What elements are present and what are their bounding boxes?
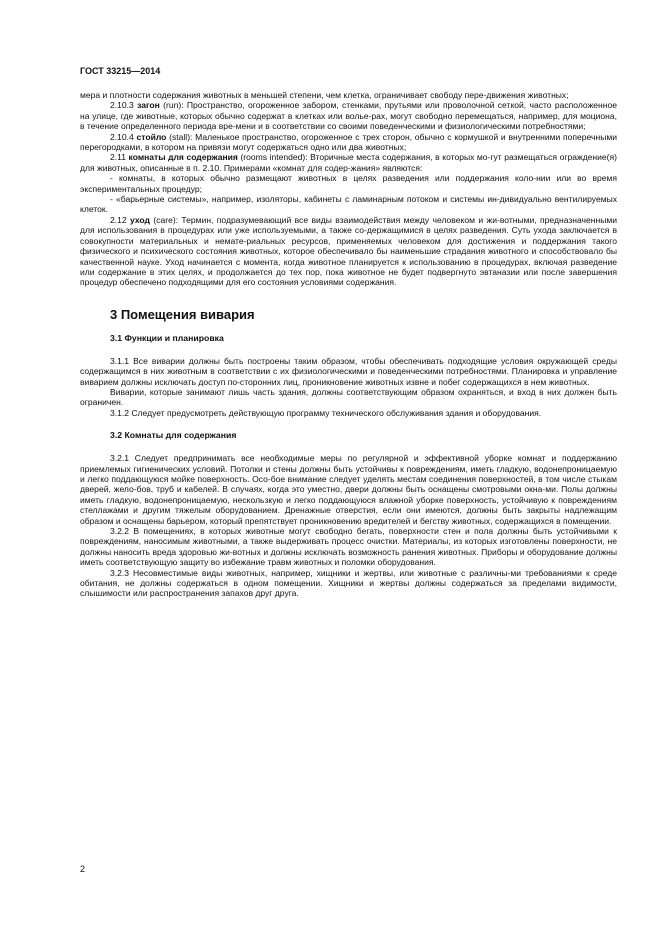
definition-2-10-3 [80,100,617,131]
term: загон [137,100,160,111]
term: комнаты для содержания [128,152,238,163]
term: стойло [136,131,167,142]
clause-number: 2.11 [110,152,129,163]
paragraph: мера и плотности содержания животных в меньшей степени, чем клетка, ограничивает свободу пере-движения животных; [80,90,569,100]
definition-text: (run): Пространство, огороженное забором, стенками, прутьями или проволочной сеткой, часто расположенное на улице, где животные, которых обычно содержат в клетках или волье-рах, могут свободно перемещаться, например, для моциона, в течение определенного периода вре-мени и в соответствии со своими поведенческими и физиологическими потребностями; [80,100,618,132]
paragraph: 3.1.1 Все виварии должны быть построены таким образом, чтобы обеспечивать подходящие условия окружающей среды содержащимся в них животным в соответствии с их физиологическими и поведенческими потребностями. Планировка и управление виварием должны исключать доступ по-сторонних лиц, проникновение животных извне и побег содержащихся в нем животных. [80,355,617,387]
paragraph: 3.2.1 Следует предпринимать все необходимые меры по регулярной и эффективной уборке комнат и поддержанию приемлемых гигиенических условий. Потолки и стены должны быть устойчивы к повреждениям, иметь гладкую, водонепроницаемую и легко поддающуюся мойке поверхность. Осо-бое внимание следует уделять местам соединения поверхностей, в том числе стыкам дверей, жело-бов, труб и кабелей. В случаях, когда это уместно, двери должны быть оснащены смотровыми окна-ми. Полы должны иметь гладкую, водонепроницаемую, нескользкую и легко поддающуюся влажной уборке поверхность, устойчивую к повреждениям стеллажами и другим тяжелым оборудованием. Дренажные отверстия, если они имеются, должны быть закрыты надлежащим образом и оснащены барьером, который препятствует проникновению вредителей и бегству животных, содержащихся в помещении. [80,453,617,526]
page-number: 2 [80,864,86,874]
definition-2-11 [80,152,617,173]
term: уход [130,214,150,225]
document-header: ГОСТ 33215—2014 [80,66,161,76]
clause-number: 2.10.4 [110,131,137,142]
clause-number: 2.12 [110,214,131,225]
subsection-heading: 3.2 Комнаты для содержания [110,430,237,441]
definition-text: (rooms intended): Вторичные места содержания, в которых мо-гут размещаться ограждение(я) для животных, описанные в п. 2.10. Примерами «комнат для содер-жания» являются: [80,152,617,173]
paragraph: Виварии, которые занимают лишь часть здания, должны соответствующим образом охраняться, и вход в них должен быть ограничен. [80,386,617,408]
paragraph: 3.1.2 Следует предусмотреть действующую программу технического обслуживания здания и оборудования. [110,407,542,418]
paragraph: 3.2.2 В помещениях, в которых животные могут свободно бегать, поверхности стен и пола должны быть устойчивыми к повреждениям, наносимым животными, а также выдерживать процесс очистки. Материалы, из которых изготовлены поверхности, не должны наносить вреда здоровью жи-вотных и должны исключать возможность ранения животных. Приборы и оборудование должны иметь соответствующую защиту во избежание травм животных и поломки оборудования. [80,526,617,568]
paragraph: 3.2.3 Несовместимые виды животных, например, хищники и жертвы, или животные с различны-ми требованиями к среде обитания, не должны содержаться в одном помещении. Хищники и жертвы должны содержаться за пределами видимости, слышимости или распространения запахов друг друга. [80,567,617,599]
definition-text: (stall): Маленькое пространство, огороженное с трех сторон, обычно с кормушкой и внутренними поперечными перегородками, в котором на привязи могут содержаться одно или два животных; [80,131,617,153]
subsection-heading: 3.1 Функции и планировка [110,332,224,343]
section-heading: 3 Помещения вивария [110,306,255,322]
document-body [80,90,617,599]
definition-2-10-4 [80,132,617,153]
clause-number: 2.10.3 [110,100,138,111]
list-item: - «барьерные системы», например, изоляторы, кабинеты с ламинарным потоком и системы ин-дивидуально вентилируемых клеток. [80,194,617,215]
definition-2-12 [80,215,617,288]
definition-text: (care): Термин, подразумевающий все виды взаимодействия между человеком и жи-вотными, предназначенными для использования в процедурах или уже используемыми, а также со-держащимися в целях разведения. Суть ухода заключается в совокупности материальных и немате-риальных ресурсов, применяемых человеком для достижения и поддержания такого физического и психического состояния животных, которое обеспечивало бы наименьшие страдания животного и способствовало бы качественной науке. Уход начинается с момента, когда животное планируется к использованию в процедурах, включая разведение или содержание в этих целях, и продолжается до тех пор, пока животное не будет подвергнуто эвтаназии или после завершения процедур обеспечено подходящими для его состояния условиями содержания. [80,214,617,288]
list-item: - комнаты, в которых обычно размещают животных в целях разведения или поддержания коло-нии или во время экспериментальных процедур; [80,173,617,194]
